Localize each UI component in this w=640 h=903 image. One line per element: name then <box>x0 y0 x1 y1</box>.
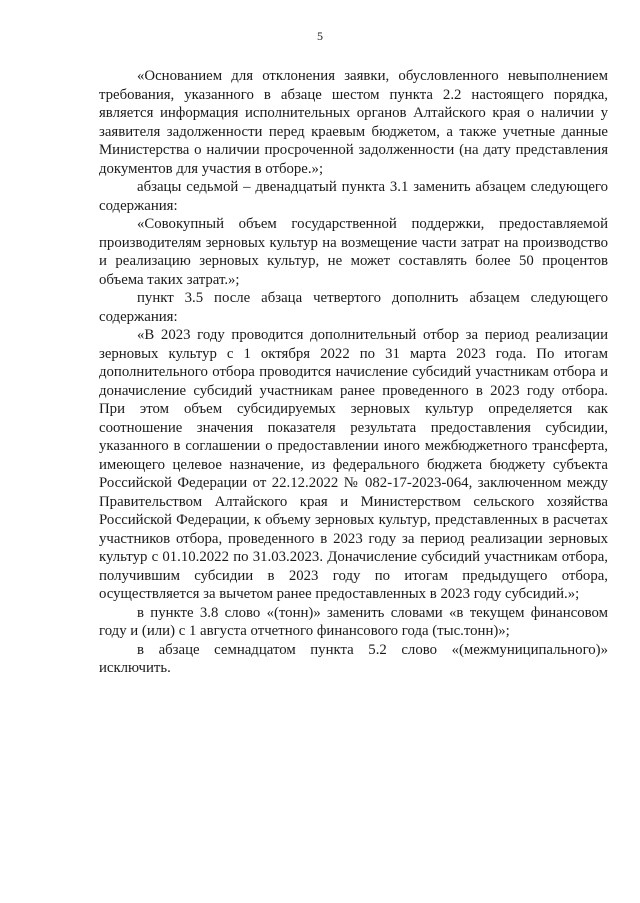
paragraph-rejection-grounds: «Основанием для отклонения заявки, обусловленного невыполнением требования, указанного в абзаце шестом пункта 2.2 настоящего порядка, является информация исполнительных органов Алтайского края о наличии у заявителя задолженности перед краевым бюджетом, а также учетные данные Министерства о наличии просроченной задолженности (на дату представления документов для участия в отборе.»; <box>99 68 608 177</box>
paragraph-amend-5-2: в абзаце семнадцатом пункта 5.2 слово «(межмуниципального)» исключить. <box>99 641 608 676</box>
page-number: 5 <box>317 29 323 43</box>
paragraph-support-volume: «Совокупный объем государственной поддержки, предоставляемой производителям зерновых культур на возмещение части затрат на производство и реализацию зерновых культур, не может составлять более 50 процентов объема таких затрат.»; <box>99 216 608 288</box>
paragraph-amend-3-5: пункт 3.5 после абзаца четвертого дополнить абзацем следующего содержания: <box>99 290 608 325</box>
paragraph-amend-3-8: в пункте 3.8 слово «(тонн)» заменить словами «в текущем финансовом году и (или) с 1 августа отчетного финансового года (тыс.тонн)»; <box>99 604 608 639</box>
paragraph-amend-3-1: абзацы седьмой – двенадцатый пункта 3.1 заменить абзацем следующего содержания: <box>99 179 608 214</box>
paragraph-additional-selection: «В 2023 году проводится дополнительный отбор за период реализации зерновых культур с 1 октября 2022 по 31 марта 2023 года. По итогам дополнительного отбора проводится начисление субсидий участникам отбора и доначисление субсидий участникам ранее проведенного в 2023 году отбора. При этом объем субсидируемых зерновых культур определяется как соотношение значения показателя результата предоставления субсидии, указанного в соглашении о предоставлении иного межбюджетного трансферта, имеющего целевое назначение, из федерального бюджета бюджету субъекта Российской Федерации от 22.12.2022 № 082-17-2023-064, заключенном между Правительством Алтайского края и Министерством сельского хозяйства Российской Федерации, к объему зерновых культур, представленных в расчетах участников отбора, проведенного в 2023 году за период реализации зерновых культур с 01.10.2022 по 31.03.2023. Доначисление субсидий участникам отбора, получившим субсидии в 2023 году по итогам предыдущего отбора, осуществляется за вычетом ранее предоставленных в 2023 году субсидий.»; <box>99 327 608 602</box>
document-body <box>99 67 608 678</box>
